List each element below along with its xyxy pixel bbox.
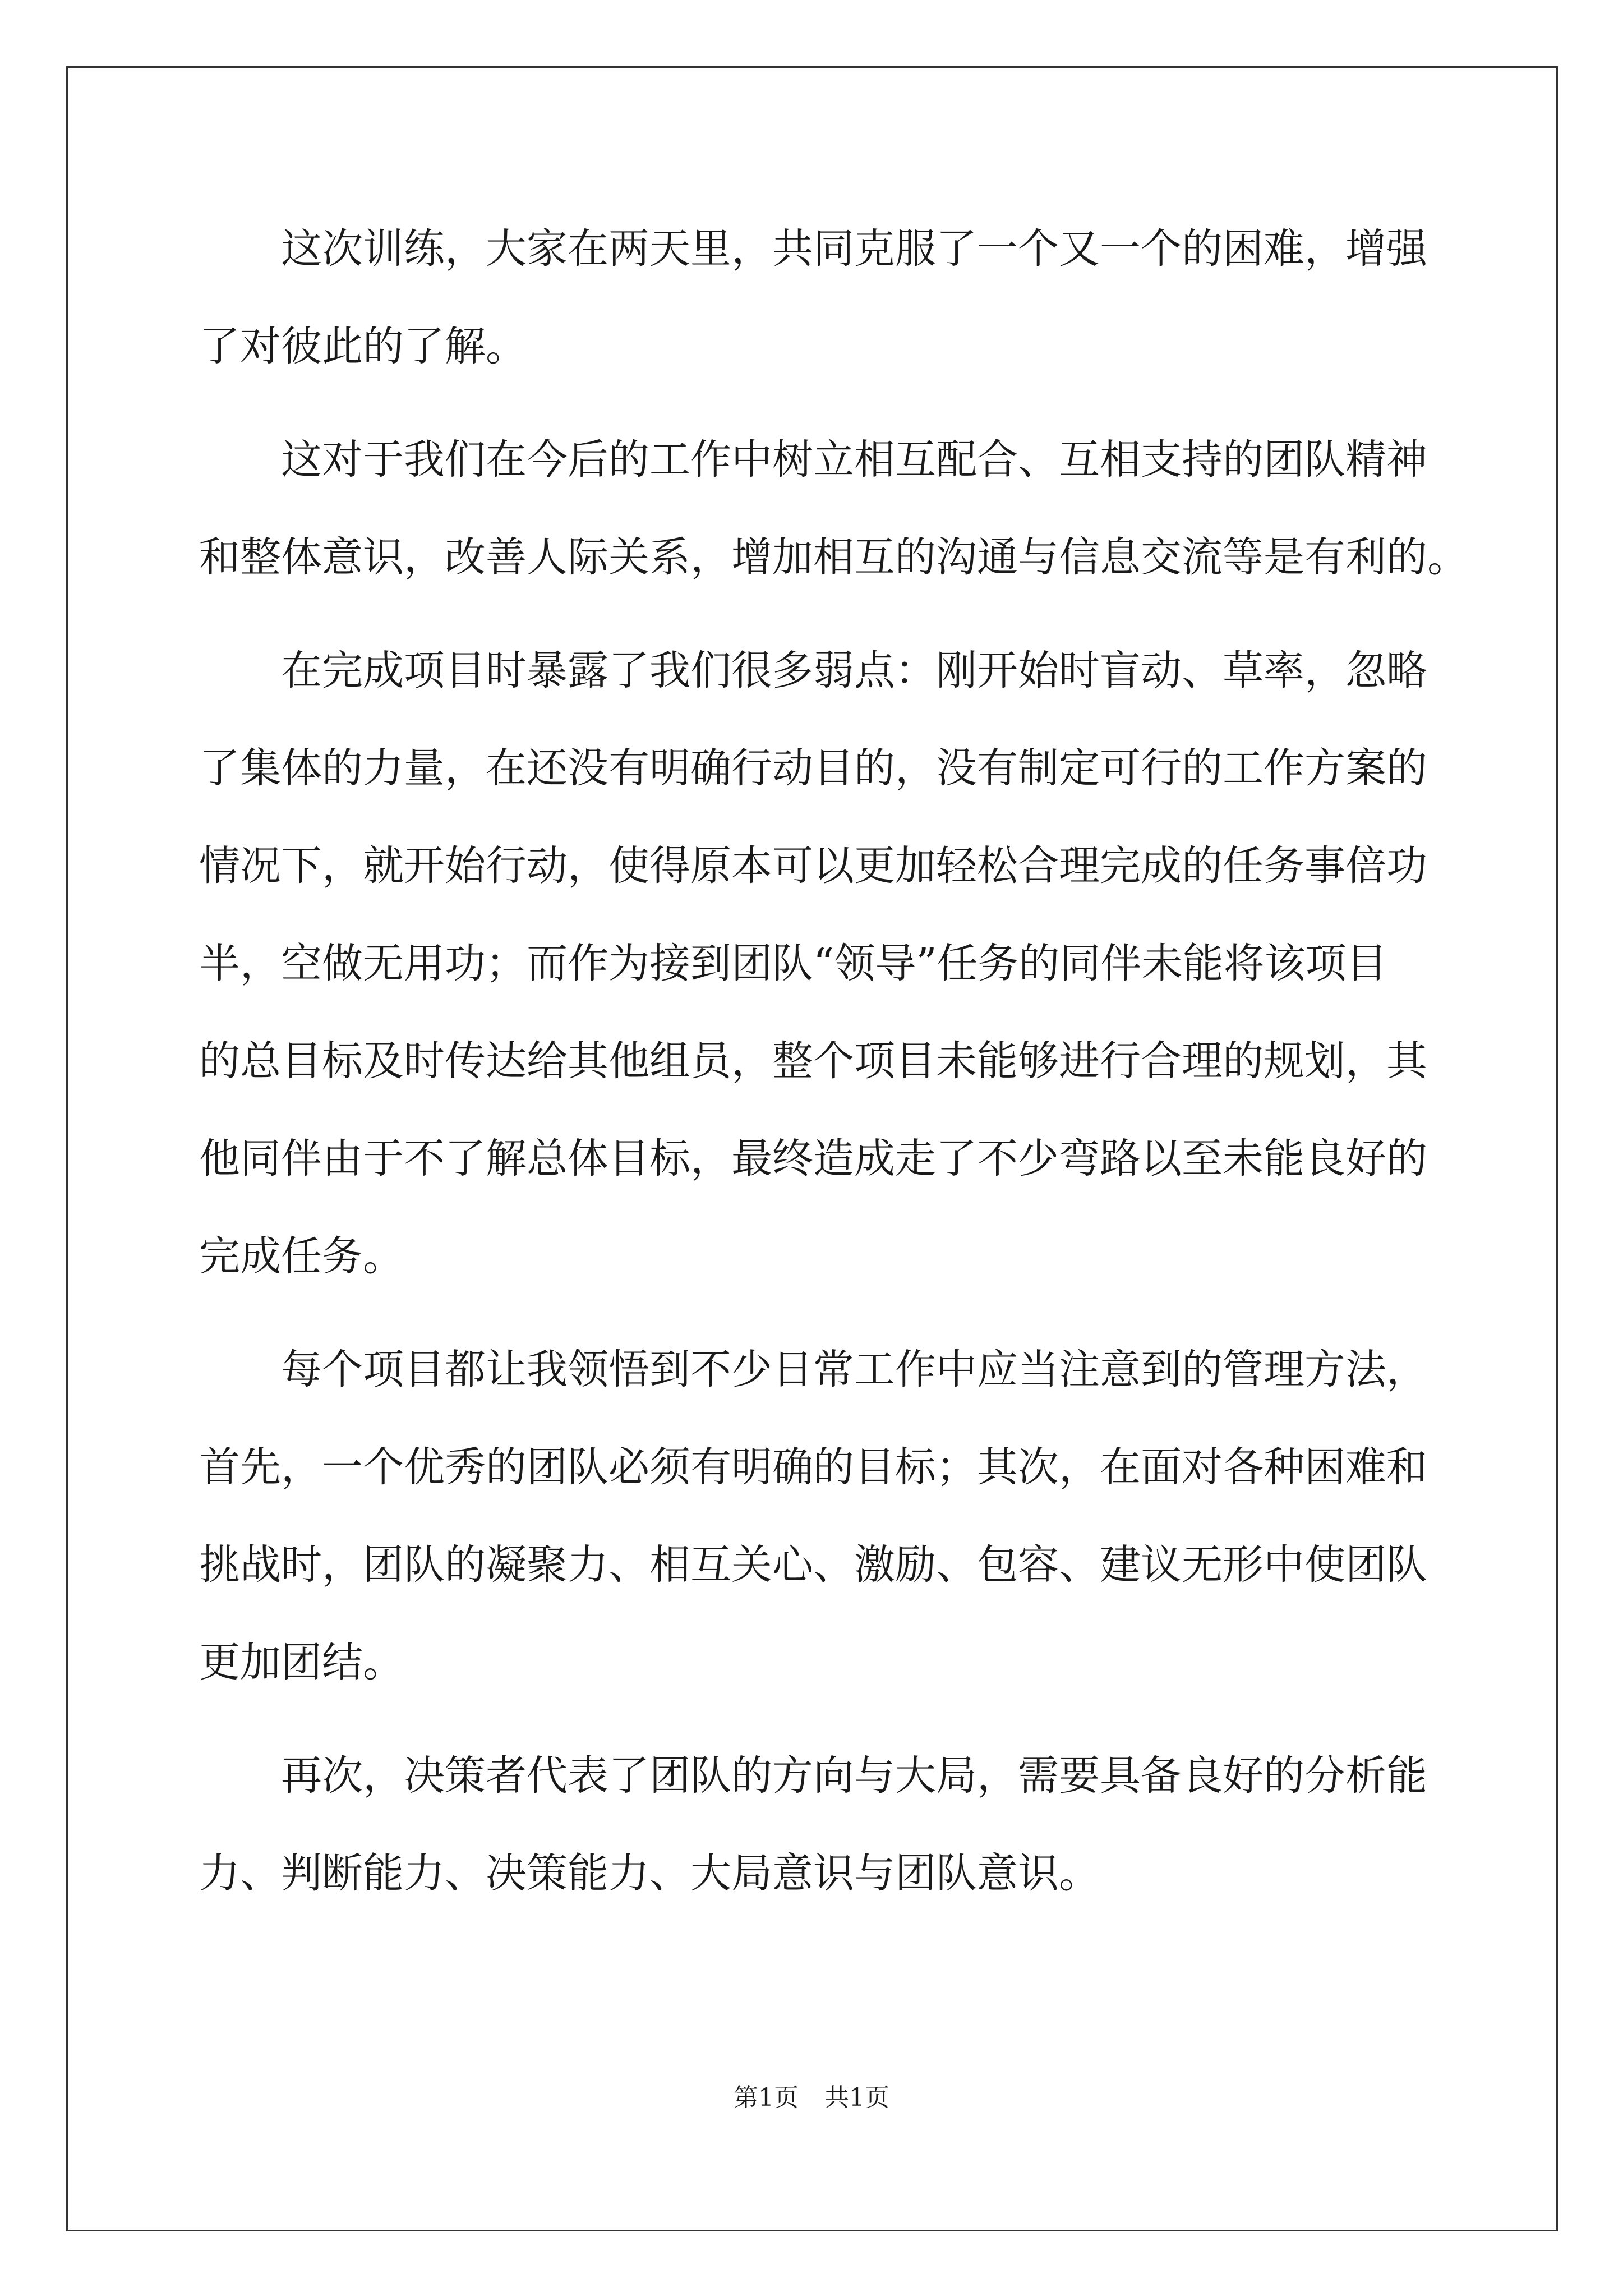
text-line: 和整体意识，改善人际关系，增加相互的沟通与信息交流等是有利的。 xyxy=(199,533,1468,581)
text-line: 首先，一个优秀的团队必须有明确的目标；其次，在面对各种困难和 xyxy=(199,1443,1427,1491)
text-line: 更加团结。 xyxy=(199,1639,404,1686)
text-line: 力、判断能力、决策能力、大局意识与团队意识。 xyxy=(199,1849,1100,1897)
text-line: 再次，决策者代表了团队的方向与大局，需要具备良好的分析能 xyxy=(281,1752,1427,1800)
page-number: 第1页 xyxy=(734,2083,799,2112)
page-total: 共1页 xyxy=(824,2083,889,2112)
text-line: 这次训练，大家在两天里，共同克服了一个又一个的困难，增强 xyxy=(281,225,1427,273)
text-line: 在完成项目时暴露了我们很多弱点：刚开始时盲动、草率，忽略 xyxy=(281,647,1427,694)
text-line: 他同伴由于不了解总体目标，最终造成走了不少弯路以至未能良好的 xyxy=(199,1135,1427,1182)
text-line: 情况下，就开始行动，使得原本可以更加轻松合理完成的任务事倍功 xyxy=(199,842,1427,890)
text-line: 每个项目都让我领悟到不少日常工作中应当注意到的管理方法， xyxy=(281,1346,1427,1393)
text-line: 完成任务。 xyxy=(199,1232,404,1280)
text-line: 这对于我们在今后的工作中树立相互配合、互相支持的团队精神 xyxy=(281,436,1427,484)
text-line: 了对彼此的了解。 xyxy=(199,323,527,370)
page-footer xyxy=(0,2081,1623,2115)
text-line: 了集体的力量，在还没有明确行动目的，没有制定可行的工作方案的 xyxy=(199,744,1427,792)
text-line: 半，空做无用功；而作为接到团队“领导”任务的同伴未能将该项目 xyxy=(199,940,1387,987)
text-line: 挑战时，团队的凝聚力、相互关心、激励、包容、建议无形中使团队 xyxy=(199,1541,1427,1589)
text-line: 的总目标及时传达给其他组员，整个项目未能够进行合理的规划，其 xyxy=(199,1037,1427,1085)
